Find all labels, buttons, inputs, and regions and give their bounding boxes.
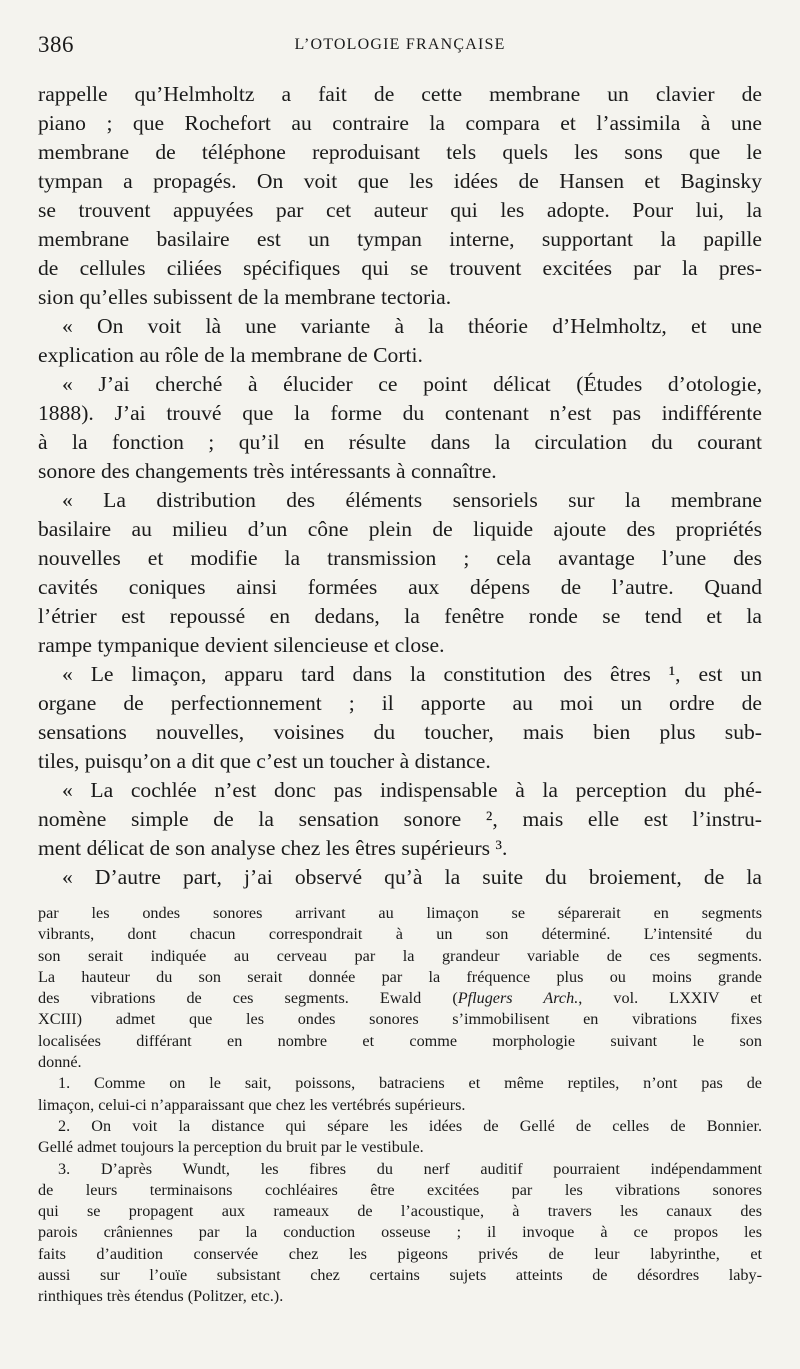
text-line: « Le limaçon, apparu tard dans la constitution des êtres ¹, est un bbox=[62, 662, 762, 686]
footnote-2-line: 2. On voit la distance qui sépare les idées de Gellé de celles de Bonnier. bbox=[58, 1116, 762, 1135]
footnote-3-line: rinthiques très étendus (Politzer, etc.). bbox=[38, 1287, 284, 1306]
text-line: « On voit là une variante à la théorie d’Helmholtz, et une bbox=[62, 314, 762, 338]
text-line: ment délicat de son analyse chez les êtres supérieurs ³. bbox=[38, 836, 508, 860]
journal-title: Pflugers Arch. bbox=[457, 989, 579, 1008]
footnote-1-line: 1. Comme on le sait, poissons, batraciens et même reptiles, n’ont pas de bbox=[58, 1074, 762, 1093]
text-line: cavités coniques ainsi formées aux dépens de l’autre. Quand bbox=[38, 575, 762, 599]
page-number: 386 bbox=[38, 32, 74, 57]
text-line: tiles, puisqu’on a dit que c’est un toucher à distance. bbox=[38, 749, 491, 773]
text-line: à la fonction ; qu’il en résulte dans la circulation du courant bbox=[38, 430, 762, 454]
footnote-3-line: aussi sur l’ouïe subsistant chez certains sujets atteints de désordres laby- bbox=[38, 1266, 762, 1285]
text-line: rappelle qu’Helmholtz a fait de cette membrane un clavier de bbox=[38, 82, 762, 106]
footnote-3-line: de leurs terminaisons cochléaires être excitées par les vibrations sonores bbox=[38, 1180, 762, 1199]
text-line: rampe tympanique devient silencieuse et close. bbox=[38, 633, 445, 657]
text-line: 1888). J’ai trouvé que la forme du contenant n’est pas indifférente bbox=[38, 401, 762, 425]
footnotes bbox=[38, 903, 762, 1308]
running-title: L’OTOLOGIE FRANÇAISE bbox=[294, 36, 506, 53]
text-line: tympan a propagés. On voit que les idées de Hansen et Baginsky bbox=[38, 169, 762, 193]
text-line: de cellules ciliées spécifiques qui se trouvent excitées par la pres- bbox=[38, 256, 762, 280]
text-line: organe de perfectionnement ; il apporte au moi un ordre de bbox=[38, 691, 762, 715]
footnote-3-line: qui se propagent aux rameaux de l’acoustique, à travers les canaux des bbox=[38, 1202, 762, 1221]
footnote-text: , vol. LXXIV et bbox=[578, 989, 762, 1008]
text-line: « D’autre part, j’ai observé qu’à la suite du broiement, de la bbox=[62, 865, 762, 889]
text-line: « La distribution des éléments sensoriels sur la membrane bbox=[62, 488, 762, 512]
text-line: explication au rôle de la membrane de Corti. bbox=[38, 343, 423, 367]
footnote-line bbox=[38, 988, 762, 1009]
footnote-text: des vibrations de ces segments. Ewald ( bbox=[38, 989, 458, 1008]
text-line: nouvelles et modifie la transmission ; cela avantage l’une des bbox=[38, 546, 762, 570]
footnote-line: La hauteur du son serait donnée par la fréquence plus ou moins grande bbox=[38, 967, 762, 986]
footnote-1-line: limaçon, celui-ci n’apparaissant que chez les vertébrés supérieurs. bbox=[38, 1095, 466, 1114]
footnote-2-line: Gellé admet toujours la perception du bruit par le vestibule. bbox=[38, 1138, 424, 1157]
text-line: l’étrier est repoussé en dedans, la fenêtre ronde se tend et la bbox=[38, 604, 762, 628]
page-header bbox=[38, 32, 762, 62]
footnote-3-line: 3. D’après Wundt, les fibres du nerf auditif pourraient indépendamment bbox=[58, 1159, 762, 1178]
text-line: nomène simple de la sensation sonore ², mais elle est l’instru- bbox=[38, 807, 762, 831]
footnote-line: vibrants, dont chacun correspondrait à un son déterminé. L’intensité du bbox=[38, 925, 762, 944]
footnote-line: par les ondes sonores arrivant au limaçon se séparerait en segments bbox=[38, 904, 762, 922]
text-line: « J’ai cherché à élucider ce point délicat (Études d’otologie, bbox=[62, 372, 762, 396]
text-line: basilaire au milieu d’un cône plein de liquide ajoute des propriétés bbox=[38, 517, 762, 541]
footnote-line: son serait indiquée au cerveau par la grandeur variable de ces segments. bbox=[38, 946, 762, 965]
text-line: piano ; que Rochefort au contraire la compara et l’assimila à une bbox=[38, 111, 762, 135]
text-line: « La cochlée n’est donc pas indispensable à la perception du phé- bbox=[62, 778, 762, 802]
text-line: sion qu’elles subissent de la membrane tectoria. bbox=[38, 285, 452, 309]
footnote-line: donné. bbox=[38, 1053, 82, 1072]
footnote-line: XCIII) admet que les ondes sonores s’immobilisent en vibrations fixes bbox=[38, 1010, 762, 1029]
text-line: membrane basilaire est un tympan interne, supportant la papille bbox=[38, 227, 762, 251]
text-line: sonore des changements très intéressants à connaître. bbox=[38, 459, 497, 483]
footnote-line: localisées différant en nombre et comme morphologie suivant le son bbox=[38, 1031, 762, 1050]
text-line: membrane de téléphone reproduisant tels quels les sons que le bbox=[38, 140, 762, 164]
main-text bbox=[38, 80, 762, 892]
footnote-3-line: faits d’audition conservée chez les pigeons privés de leur labyrinthe, et bbox=[38, 1244, 762, 1263]
text-line: se trouvent appuyées par cet auteur qui les adopte. Pour lui, la bbox=[38, 198, 762, 222]
footnote-3-line: parois crâniennes par la conduction osseuse ; il invoque à ce propos les bbox=[38, 1223, 762, 1242]
text-line: sensations nouvelles, voisines du toucher, mais bien plus sub- bbox=[38, 720, 762, 744]
